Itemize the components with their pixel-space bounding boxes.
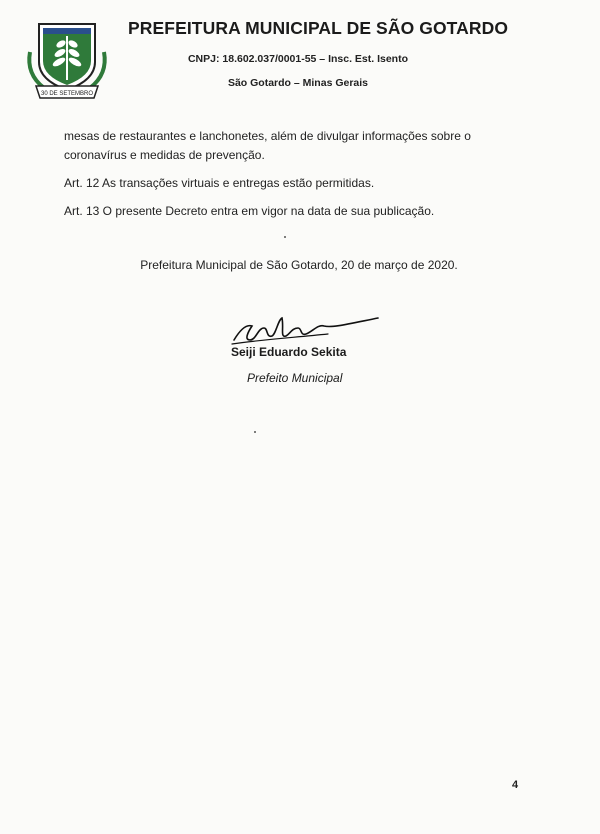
page-title: PREFEITURA MUNICIPAL DE SÃO GOTARDO	[128, 18, 509, 38]
handwritten-signature	[228, 310, 388, 350]
city-line: São Gotardo – Minas Gerais	[227, 77, 369, 89]
article-13: Art. 13 O presente Decreto entra em vigor na data de sua publicação.	[64, 204, 435, 218]
cnpj-line: CNPJ: 18.602.037/0001-55 – Insc. Est. Isento	[187, 53, 409, 65]
scan-speck	[284, 236, 286, 238]
signatory-role: Prefeito Municipal	[247, 371, 343, 385]
place-and-date: Prefeitura Municipal de São Gotardo, 20 de março de 2020.	[140, 258, 458, 272]
seal-date-text: 30 DE SETEMBRO	[40, 91, 94, 97]
page-number: 4	[512, 779, 519, 791]
municipal-seal-icon	[22, 12, 112, 102]
article-12: Art. 12 As transações virtuais e entregas estão permitidas.	[64, 176, 375, 190]
paragraph-continuation: mesas de restaurantes e lanchonetes, além de divulgar informações sobre o coronavírus e medidas de prevenção.	[64, 129, 471, 162]
scan-speck	[254, 431, 256, 433]
signatory-name: Seiji Eduardo Sekita	[231, 345, 347, 359]
